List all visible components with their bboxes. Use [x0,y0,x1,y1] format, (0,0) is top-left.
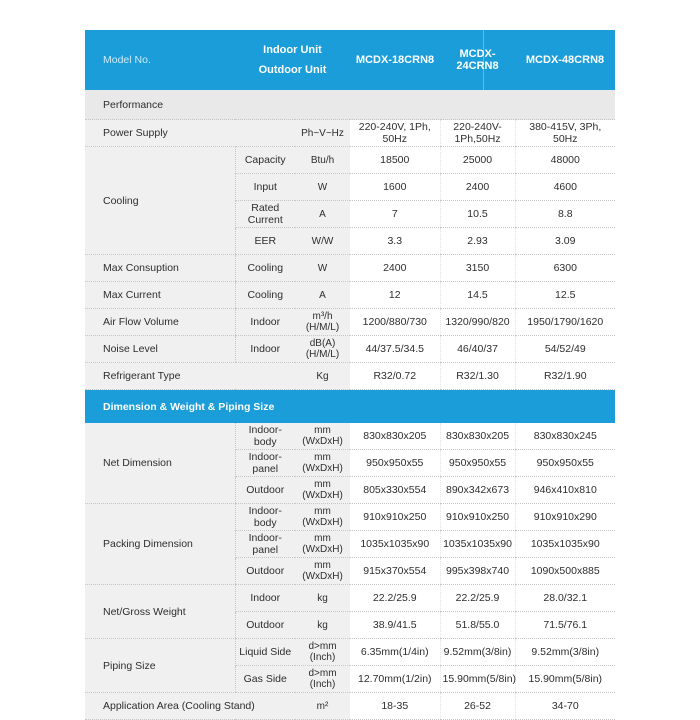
value-cell: 946x410x810 [515,477,615,504]
section-row [85,390,615,424]
section-row [85,90,615,120]
row-unit: kg [295,585,350,612]
table-row [85,336,615,363]
value-cell: 25000 [440,147,515,174]
row-unit: d>mm (Inch) [295,666,350,693]
value-cell: 51.8/55.0 [440,612,515,639]
value-cell: 15.90mm(5/8in) [515,666,615,693]
row-unit: dB(A) (H/M/L) [295,336,350,363]
row-label: Noise Level [85,336,235,363]
value-cell: 18500 [350,147,440,174]
value-cell: 910x910x290 [515,504,615,531]
table-row [85,504,615,531]
value-cell: 830x830x205 [350,423,440,450]
row-unit: mm (WxDxH) [295,423,350,450]
value-cell: 44/37.5/34.5 [350,336,440,363]
value-cell: 14.5 [440,282,515,309]
value-cell: 15.90mm(5/8in) [440,666,515,693]
model-header-mcdx-18crn8: MCDX-18CRN8 [350,30,440,90]
value-cell: 910x910x250 [350,504,440,531]
row-unit: Kg [295,363,350,390]
value-cell: 1090x500x885 [515,558,615,585]
value-cell: R32/1.90 [515,363,615,390]
table-row [85,639,615,666]
table-body [85,90,615,720]
row-unit: mm (WxDxH) [295,531,350,558]
spec-table [85,30,615,720]
value-cell: 9.52mm(3/8in) [440,639,515,666]
row-unit: m² [295,693,350,720]
value-cell: 7 [350,201,440,228]
row-sublabel: Indoor-body [235,504,295,531]
value-cell: R32/1.30 [440,363,515,390]
value-cell: 6.35mm(1/4in) [350,639,440,666]
indoor-outdoor-header [235,30,350,90]
row-sublabel: Outdoor [235,558,295,585]
outdoor-unit-label: Outdoor Unit [258,64,327,76]
model-header-mcdx-48crn8: MCDX-48CRN8 [515,30,615,90]
row-sublabel: Outdoor [235,612,295,639]
value-cell: 950x950x55 [515,450,615,477]
row-sublabel: Input [235,174,295,201]
value-cell: 71.5/76.1 [515,612,615,639]
value-cell: 1320/990/820 [440,309,515,336]
row-sublabel: Indoor [235,309,295,336]
row-unit: W/W [295,228,350,255]
row-unit: Ph~V~Hz [295,120,350,147]
model-header-mcdx-24crn8: MCDX-24CRN8 [440,30,515,90]
value-cell: 1035x1035x90 [440,531,515,558]
table-header [85,30,615,90]
table-row [85,585,615,612]
row-unit: mm (WxDxH) [295,558,350,585]
row-sublabel: Capacity [235,147,295,174]
row-sublabel: Outdoor [235,477,295,504]
row-label: Application Area (Cooling Stand) [85,693,295,720]
value-cell: 22.2/25.9 [440,585,515,612]
row-label: Refrigerant Type [85,363,295,390]
table-row [85,255,615,282]
value-cell: 995x398x740 [440,558,515,585]
row-label: Piping Size [85,639,235,693]
row-unit: mm (WxDxH) [295,477,350,504]
row-sublabel: Indoor-panel [235,450,295,477]
value-cell: 48000 [515,147,615,174]
value-cell: 38.9/41.5 [350,612,440,639]
value-cell: 950x950x55 [350,450,440,477]
header-row [85,30,615,90]
value-cell: 1200/880/730 [350,309,440,336]
row-unit: m³/h (H/M/L) [295,309,350,336]
value-cell: 2.93 [440,228,515,255]
row-sublabel: Cooling [235,255,295,282]
row-label: Max Current [85,282,235,309]
value-cell: R32/0.72 [350,363,440,390]
value-cell: 3.3 [350,228,440,255]
value-cell: 12.5 [515,282,615,309]
model-no-header: Model No. [85,30,235,90]
value-cell: 54/52/49 [515,336,615,363]
value-cell: 830x830x245 [515,423,615,450]
table-row [85,693,615,720]
table-row [85,120,615,147]
value-cell: 3150 [440,255,515,282]
row-label: Power Supply [85,120,295,147]
row-sublabel: Rated Current [235,201,295,228]
value-cell: 2400 [440,174,515,201]
value-cell: 46/40/37 [440,336,515,363]
row-label: Max Consuption [85,255,235,282]
value-cell: 2400 [350,255,440,282]
value-cell: 1950/1790/1620 [515,309,615,336]
value-cell: 220-240V, 1Ph, 50Hz [350,120,440,147]
spec-sheet [85,30,615,720]
row-label: Net/Gross Weight [85,585,235,639]
value-cell: 890x342x673 [440,477,515,504]
row-unit: W [295,255,350,282]
row-unit: A [295,282,350,309]
value-cell: 4600 [515,174,615,201]
value-cell: 910x910x250 [440,504,515,531]
value-cell: 28.0/32.1 [515,585,615,612]
value-cell: 12.70mm(1/2in) [350,666,440,693]
row-unit: kg [295,612,350,639]
row-unit: Btu/h [295,147,350,174]
value-cell: 8.8 [515,201,615,228]
table-row [85,423,615,450]
row-unit: mm (WxDxH) [295,450,350,477]
value-cell: 830x830x205 [440,423,515,450]
row-sublabel: EER [235,228,295,255]
value-cell: 915x370x554 [350,558,440,585]
value-cell: 1035x1035x90 [350,531,440,558]
row-unit: mm (WxDxH) [295,504,350,531]
value-cell: 9.52mm(3/8in) [515,639,615,666]
row-sublabel: Indoor [235,336,295,363]
table-row [85,282,615,309]
value-cell: 18-35 [350,693,440,720]
value-cell: 34-70 [515,693,615,720]
row-unit: W [295,174,350,201]
value-cell: 1035x1035x90 [515,531,615,558]
row-sublabel: Indoor-panel [235,531,295,558]
row-sublabel: Cooling [235,282,295,309]
table-row [85,147,615,174]
table-row [85,363,615,390]
indoor-unit-label: Indoor Unit [263,43,322,56]
section-header-label: Performance [85,90,615,120]
row-unit: A [295,201,350,228]
value-cell: 12 [350,282,440,309]
value-cell: 380-415V, 3Ph, 50Hz [515,120,615,147]
section-header-label: Dimension & Weight & Piping Size [85,390,615,424]
row-sublabel: Indoor-body [235,423,295,450]
row-sublabel: Liquid Side [235,639,295,666]
row-sublabel: Gas Side [235,666,295,693]
row-label: Net Dimension [85,423,235,504]
row-label: Cooling [85,147,235,255]
value-cell: 26-52 [440,693,515,720]
row-sublabel: Indoor [235,585,295,612]
value-cell: 6300 [515,255,615,282]
value-cell: 805x330x554 [350,477,440,504]
value-cell: 1600 [350,174,440,201]
row-label: Air Flow Volume [85,309,235,336]
value-cell: 10.5 [440,201,515,228]
row-unit: d>mm (Inch) [295,639,350,666]
value-cell: 22.2/25.9 [350,585,440,612]
row-label: Packing Dimension [85,504,235,585]
value-cell: 220-240V-1Ph,50Hz [440,120,515,147]
table-row [85,309,615,336]
value-cell: 950x950x55 [440,450,515,477]
value-cell: 3.09 [515,228,615,255]
